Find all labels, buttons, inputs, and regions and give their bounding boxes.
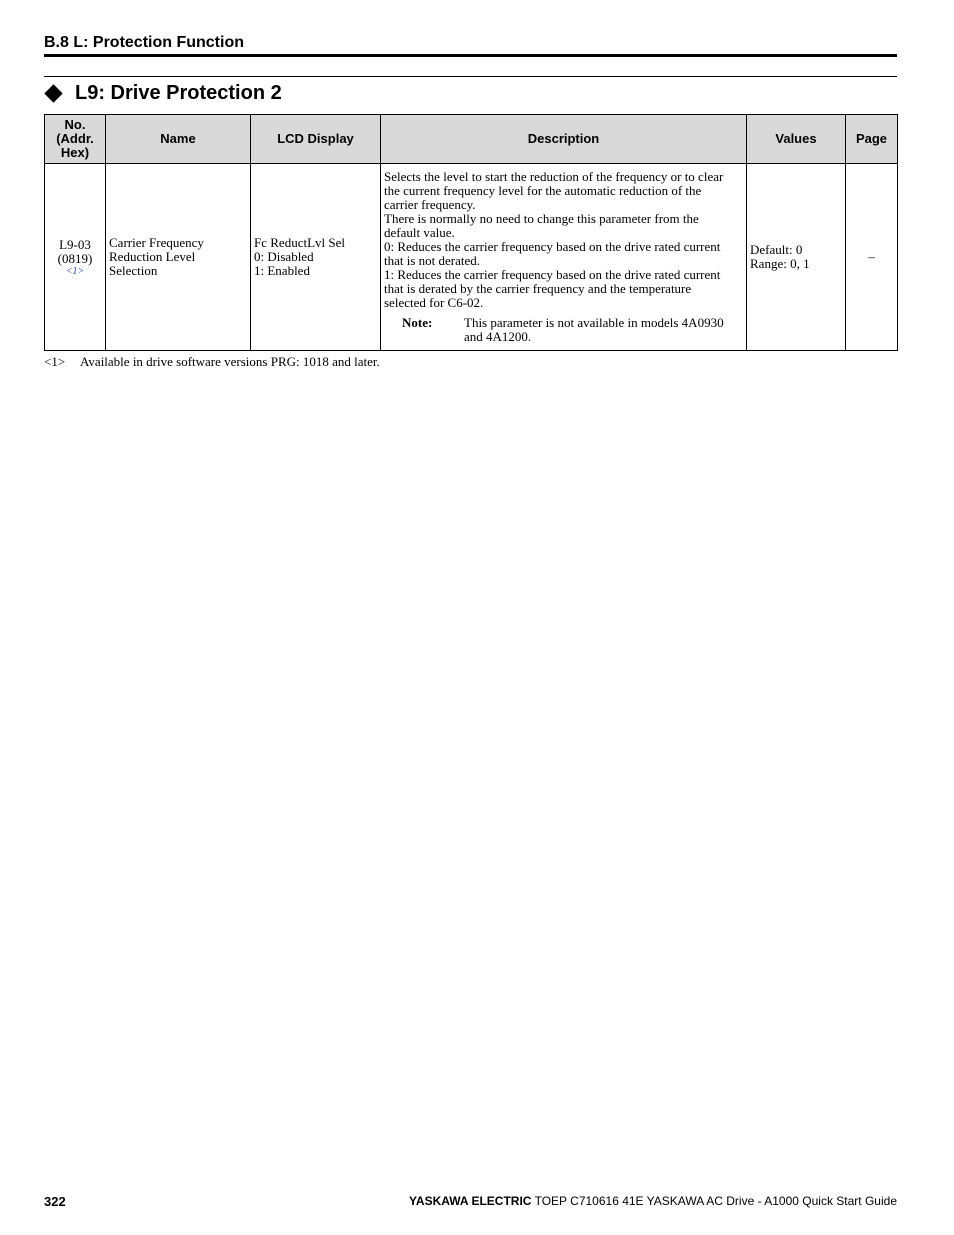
col-header-name: Name <box>106 115 251 164</box>
description-line: that is not derated. <box>384 253 481 268</box>
value-range: Range: 0, 1 <box>750 256 810 271</box>
param-address: (0819) <box>57 250 93 266</box>
lcd-display-cell <box>251 164 381 351</box>
param-number: L9-03 <box>59 236 91 252</box>
footnote-text: Available in drive software versions PRG: 1018 and later. <box>80 354 380 369</box>
footnote-ref-link[interactable]: <1> <box>65 265 85 277</box>
section-title-text: L9: Drive Protection 2 <box>75 81 282 104</box>
note <box>384 316 743 344</box>
param-number-cell <box>45 164 106 351</box>
table-row <box>45 164 898 351</box>
table-header-row <box>45 115 898 164</box>
param-name-line: Selection <box>109 263 158 278</box>
footer-doc-info <box>409 1194 897 1208</box>
default-value: Default: 0 <box>750 242 803 257</box>
col-header-no: No. (Addr. Hex) <box>45 115 106 164</box>
footer-brand: YASKAWA ELECTRIC <box>409 1194 532 1208</box>
description-line: carrier frequency. <box>384 197 476 212</box>
values-cell <box>747 164 846 351</box>
description-line: 0: Reduces the carrier frequency based on the drive rated current <box>384 239 721 254</box>
section-title <box>44 81 282 105</box>
diamond-bullet-icon <box>44 84 62 102</box>
lcd-line: Fc ReductLvl Sel <box>254 235 345 250</box>
description-line: Selects the level to start the reduction of the frequency or to clear <box>384 169 724 184</box>
param-name-line: Reduction Level <box>109 249 196 264</box>
footer-doc-title: TOEP C710616 41E YASKAWA AC Drive - A1000 Quick Start Guide <box>531 1194 897 1208</box>
col-header-description: Description <box>381 115 747 164</box>
col-header-values: Values <box>747 115 846 164</box>
section-header: B.8 L: Protection Function <box>44 34 244 51</box>
parameter-table <box>44 114 898 351</box>
lcd-line: 0: Disabled <box>254 249 314 264</box>
param-name-line: Carrier Frequency <box>109 235 204 250</box>
header-rule <box>44 54 897 57</box>
page-number: 322 <box>44 1194 66 1209</box>
col-header-lcd: LCD Display <box>251 115 381 164</box>
description-line: selected for C6-02. <box>384 295 484 310</box>
note-text-line: and 4A1200. <box>464 329 532 344</box>
col-header-page: Page <box>846 115 898 164</box>
description-line: default value. <box>384 225 455 240</box>
description-line: 1: Reduces the carrier frequency based on the drive rated current <box>384 267 721 282</box>
description-line: There is normally no need to change this parameter from the <box>384 211 699 226</box>
note-label: Note: <box>402 315 433 330</box>
page-cell: – <box>846 164 898 351</box>
footnote <box>44 354 380 370</box>
title-rule <box>44 76 897 77</box>
footnote-mark: <1> <box>44 354 66 369</box>
lcd-line: 1: Enabled <box>254 263 310 278</box>
description-line: that is derated by the carrier frequency and the temperature <box>384 281 692 296</box>
param-name-cell <box>106 164 251 351</box>
description-line: the current frequency level for the automatic reduction of the <box>384 183 702 198</box>
description-cell <box>381 164 747 351</box>
note-text-line: This parameter is not available in models 4A0930 <box>464 315 724 330</box>
note-text <box>464 316 724 344</box>
